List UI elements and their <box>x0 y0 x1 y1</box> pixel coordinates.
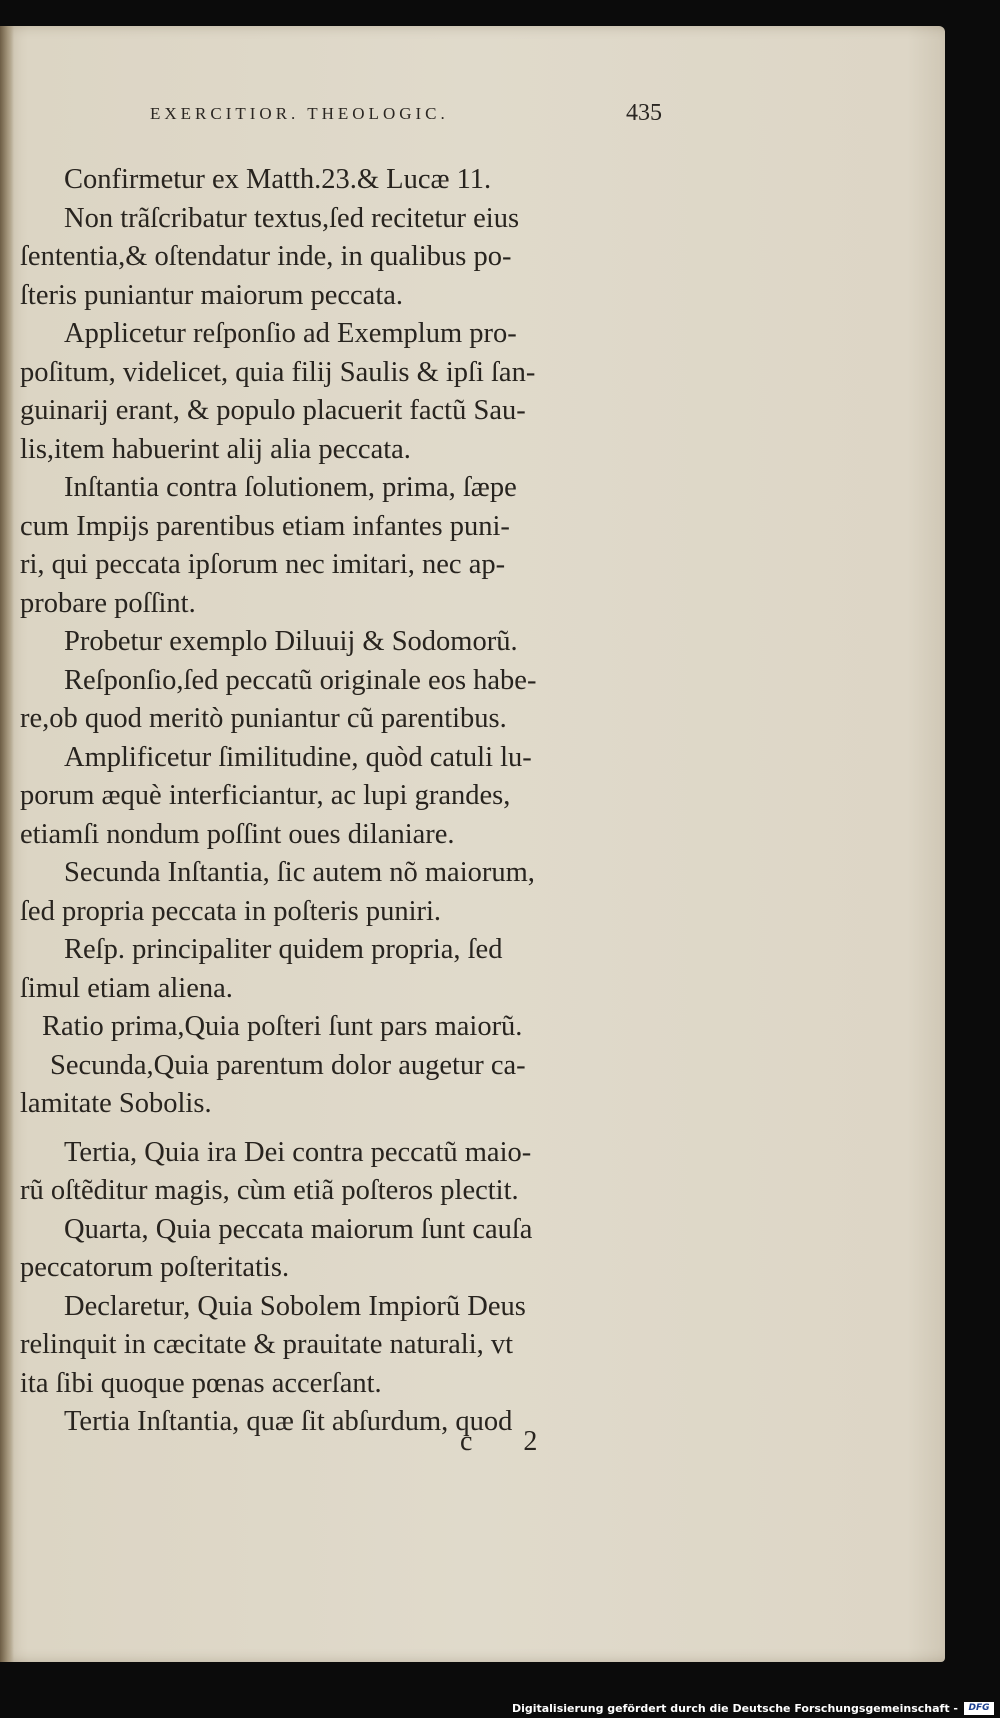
text-line: ri, qui peccata ipſorum nec imitari, nec ap- <box>20 549 506 580</box>
book-spine-shadow <box>0 26 14 1662</box>
text-line: cum Impijs parentibus etiam infantes puni- <box>20 510 510 542</box>
signature-mark: c 2 <box>460 1426 560 1457</box>
text-line: lis,item habuerint alij alia peccata. <box>20 433 411 465</box>
text-line: peccatorum poſteritatis. <box>20 1252 290 1283</box>
text-line: Secunda,Quia parentum dolor augetur ca- <box>50 1049 526 1081</box>
text-line: re,ob quod meritò puniantur cũ parentibus. <box>20 703 507 734</box>
text-line: Tertia Inſtantia, quæ ſit abſurdum, quod <box>64 1406 513 1437</box>
text-line: ſteris puniantur maiorum peccata. <box>20 279 404 311</box>
text-line: Quarta, Quia peccata maiorum ſunt cauſa <box>64 1213 533 1245</box>
text-line: relinquit in cæcitate & prauitate naturali, vt <box>20 1329 514 1360</box>
text-line: Probetur exemplo Diluuij & Sodomorũ. <box>64 626 518 657</box>
text-line: porum æquè interficiantur, ac lupi grandes, <box>20 780 511 811</box>
text-line: Inſtantia contra ſolutionem, prima, ſæpe <box>64 472 517 503</box>
dfg-logo-icon: DFG <box>964 1702 994 1715</box>
text-line: Ratio prima,Quia poſteri ſunt pars maiorũ. <box>42 1011 523 1042</box>
text-line: Applicetur reſponſio ad Exemplum pro- <box>64 318 517 349</box>
text-line: ſimul etiam aliena. <box>20 972 233 1004</box>
text-line: Tertia, Quia ira Dei contra peccatũ maio- <box>64 1136 532 1168</box>
text-line: ita ſibi quoque pœnas accerſant. <box>20 1367 382 1399</box>
text-line: Declaretur, Quia Sobolem Impiorũ Deus <box>64 1290 526 1322</box>
digitization-footer <box>0 1698 1000 1718</box>
text-line: Secunda Inſtantia, ſic autem nõ maiorum, <box>64 857 535 888</box>
running-head <box>0 96 945 140</box>
text-line: Confirmetur ex Matth.23.& Lucæ 11. <box>64 164 492 195</box>
text-line: ſed propria peccata in poſteris puniri. <box>20 895 442 927</box>
text-line: rũ oſtẽditur magis, cùm etiã poſteros plectit. <box>20 1175 519 1206</box>
footer-credit: Digitalisierung gefördert durch die Deutsche Forschungsgemeinschaft - <box>511 1702 958 1715</box>
text-line: Amplificetur ſimilitudine, quòd catuli lu- <box>64 741 532 773</box>
page-number: 435 <box>626 100 662 126</box>
text-line: probare poſſint. <box>20 587 196 619</box>
text-line: Reſp. principaliter quidem propria, ſed <box>64 934 503 965</box>
text-line: etiamſi nondum poſſint oues dilaniare. <box>20 818 455 850</box>
text-line: ſententia,& oſtendatur inde, in qualibus po- <box>20 241 512 272</box>
body-text <box>20 161 670 1442</box>
text-line: poſitum, videlicet, quia filij Saulis & ipſi ſan- <box>20 356 536 388</box>
text-line: guinarij erant, & populo placuerit factũ Sau- <box>20 395 526 426</box>
text-line: Reſponſio,ſed peccatũ originale eos habe- <box>64 664 537 696</box>
book-page <box>0 26 945 1662</box>
text-line: lamitate Sobolis. <box>20 1088 212 1119</box>
running-head-title: EXERCITIOR. THEOLOGIC. <box>150 104 449 123</box>
text-line: Non trãſcribatur textus,ſed recitetur eius <box>64 202 520 234</box>
